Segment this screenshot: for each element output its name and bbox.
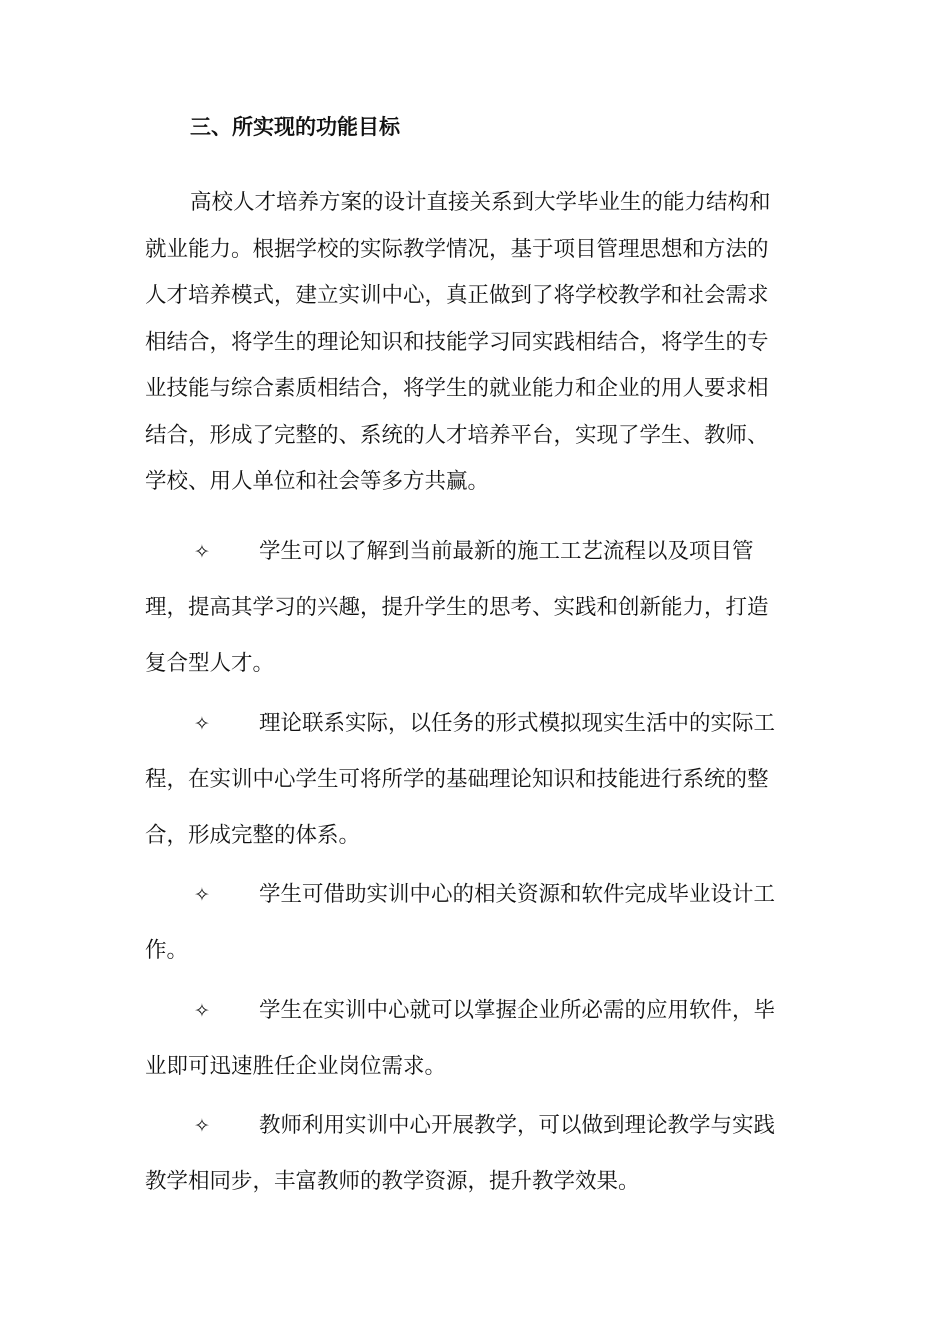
paragraph-line: 人才培养模式，建立实训中心，真正做到了将学校教学和社会需求 [145,283,769,308]
bullet-item [145,867,805,979]
section-heading: 三、所实现的功能目标 [190,115,400,139]
bullet-text: 教师利用实训中心开展教学，可以做到理论教学与实践 [259,1113,776,1138]
bullet-text: 合，形成完整的体系。 [145,823,361,848]
paragraph-line: 相结合，将学生的理论知识和技能学习同实践相结合，将学生的专 [145,329,769,355]
sparkle-bullet-icon: ✧ [194,713,210,735]
bullet-item [145,983,805,1095]
bullet-text: 学生可以了解到当前最新的施工工艺流程以及项目管 [259,539,754,564]
paragraph-line: 学校、用人单位和社会等多方共赢。 [145,469,490,494]
sparkle-bullet-icon: ✧ [194,1115,210,1137]
paragraph-line: 高校人才培养方案的设计直接关系到大学毕业生的能力结构和 [190,190,771,215]
bullet-first-line [145,1098,805,1154]
bullet-text: 复合型人才。 [145,651,275,676]
paragraph-line: 就业能力。根据学校的实际教学情况，基于项目管理思想和方法的 [145,236,769,262]
bullet-item [145,696,805,864]
bullet-text: 作。 [145,938,189,963]
bullet-item [145,524,805,692]
intro-paragraph [145,180,805,506]
sparkle-bullet-icon: ✧ [194,541,210,563]
bullet-first-line [145,696,805,752]
paragraph-line: 结合，形成了完整的、系统的人才培养平台，实现了学生、教师、 [145,422,769,448]
paragraph-line: 业技能与综合素质相结合，将学生的就业能力和企业的用人要求相 [145,376,769,401]
bullet-item [145,1098,805,1210]
bullet-first-line [145,867,805,923]
bullet-text: 学生可借助实训中心的相关资源和软件完成毕业设计工 [259,882,776,907]
bullet-text: 业即可迅速胜任企业岗位需求。 [145,1054,447,1079]
bullet-text: 理论联系实际，以任务的形式模拟现实生活中的实际工 [259,711,776,736]
bullet-text: 学生在实训中心就可以掌握企业所必需的应用软件，毕 [259,998,776,1023]
bullet-text: 程，在实训中心学生可将所学的基础理论知识和技能进行系统的整 [145,767,769,792]
sparkle-bullet-icon: ✧ [194,1000,210,1022]
bullet-first-line [145,524,805,580]
bullet-text: 理，提高其学习的兴趣，提升学生的思考、实践和创新能力，打造 [145,595,769,620]
bullet-first-line [145,983,805,1039]
sparkle-bullet-icon: ✧ [194,884,210,906]
bullet-text: 教学相同步，丰富教师的教学资源，提升教学效果。 [145,1169,640,1194]
